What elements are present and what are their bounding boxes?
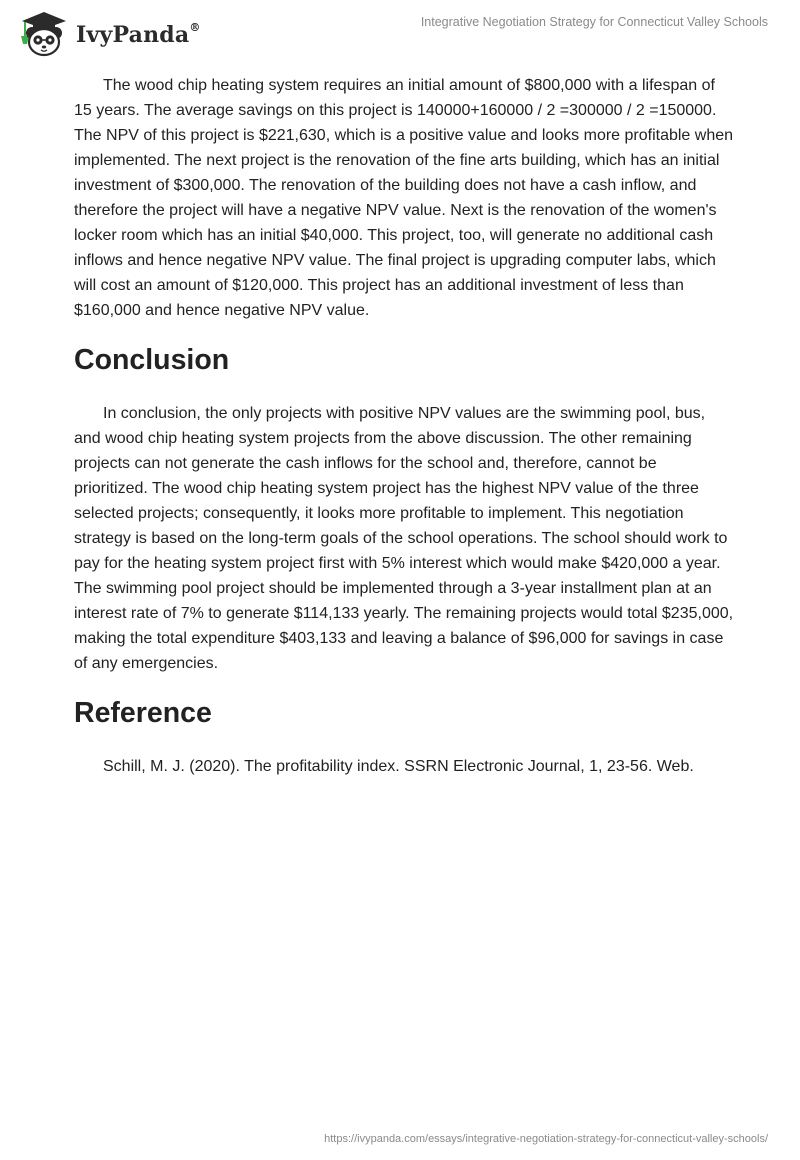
panda-graduate-icon <box>14 9 74 59</box>
body-paragraph: The wood chip heating system requires an initial amount of $800,000 with a lifespan of 15 years. The average savings on this project is 140000+160000 / 2 =300000 / 2 =150000. The NPV of this project is $221,630, which is a positive value and looks more profitable when implemented. The next project is the renovation of the fine arts building, which has an initial investment of $300,000. The renovation of the building does not have a cash inflow, and therefore the project will have a negative NPV value. Next is the renovation of the women's locker room which has an initial $40,000. This project, too, will generate no additional cash inflows and hence negative NPV value. The final project is upgrading computer labs, which will cost an amount of $120,000. This project has an additional investment of less than $160,000 and hence negative NPV value. <box>74 77 734 319</box>
brand-wordmark: IvyPanda <box>76 22 190 48</box>
conclusion-paragraph: In conclusion, the only projects with positive NPV values are the swimming pool, bus, and wood chip heating system projects from the above discussion. The other remaining projects can not generate the cash inflows for the school and, therefore, cannot be prioritized. The wood chip heating system project has the highest NPV value of the three selected projects; consequently, it looks more profitable to implement. This negotiation strategy is based on the long-term goals of the school operations. The school should work to pay for the heating system project first with 5% interest which would make $420,000 a year. The swimming pool project should be implemented through a 3-year installment plan at an interest rate of 7% to generate $114,133 yearly. The remaining projects would total $235,000, making the total expenditure $403,133 and leaving a balance of $96,000 for savings in case of any emergencies. <box>74 405 734 672</box>
source-url[interactable]: https://ivypanda.com/essays/integrative-negotiation-strategy-for-connecticut-valley-schools/ <box>324 1133 768 1145</box>
page-header <box>0 0 800 70</box>
essay-content <box>74 70 734 779</box>
ivypanda-logo[interactable] <box>14 8 214 60</box>
brand-name <box>76 22 201 48</box>
reference-entry: Schill, M. J. (2020). The profitability index. SSRN Electronic Journal, 1, 23-56. Web. <box>103 758 694 775</box>
registered-mark: ® <box>189 20 201 34</box>
document-title: Integrative Negotiation Strategy for Connecticut Valley Schools <box>420 15 768 29</box>
reference-heading: Reference <box>74 697 212 729</box>
conclusion-heading: Conclusion <box>74 344 230 376</box>
